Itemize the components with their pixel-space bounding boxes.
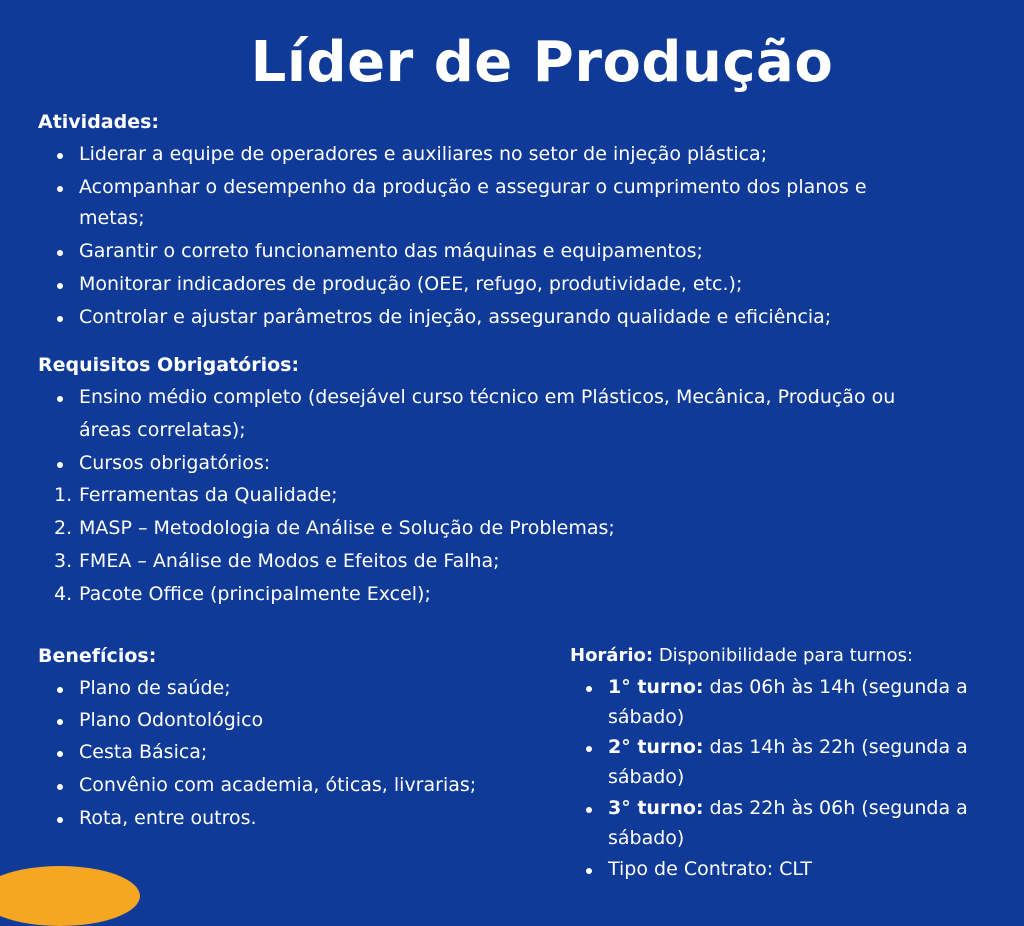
shift-text: das 06h às 14h (segunda a (709, 676, 968, 698)
requisitos-heading: Requisitos Obrigatórios: (38, 354, 300, 376)
requisitos-item-continuation: áreas correlatas); (79, 419, 246, 441)
contract-item: Tipo de Contrato: CLT (608, 858, 813, 880)
horario-text: Disponibilidade para turnos: (658, 645, 914, 666)
course-item (54, 517, 615, 539)
course-item (54, 550, 500, 572)
atividades-item: Controlar e ajustar parâmetros de injeção, assegurando qualidade e eficiência; (79, 306, 832, 328)
decorative-swoosh (0, 866, 140, 926)
course-label: MASP – Metodologia de Análise e Solução de Problemas; (79, 517, 615, 539)
shift-label: 1° turno: (608, 676, 704, 698)
course-number: 2. (54, 517, 73, 539)
atividades-item: Acompanhar o desempenho da produção e assegurar o cumprimento dos planos e (79, 176, 867, 198)
course-number: 1. (54, 484, 73, 506)
atividades-item: Liderar a equipe de operadores e auxiliares no setor de injeção plástica; (79, 143, 768, 165)
atividades-item: Monitorar indicadores de produção (OEE, refugo, produtividade, etc.); (79, 273, 743, 295)
shift-text: das 22h às 06h (segunda a (709, 797, 968, 819)
course-label: Pacote Office (principalmente Excel); (79, 583, 431, 605)
atividades-item: Garantir o correto funcionamento das máquinas e equipamentos; (79, 240, 703, 262)
course-label: Ferramentas da Qualidade; (79, 484, 338, 506)
course-item (54, 583, 431, 605)
shift-item (608, 736, 968, 758)
shift-item (608, 676, 968, 698)
beneficios-item: Cesta Básica; (79, 741, 208, 763)
course-item (54, 484, 338, 506)
beneficios-item: Rota, entre outros. (79, 807, 257, 829)
shift-continuation: sábado) (608, 706, 685, 728)
page-title: Líder de Produção (250, 30, 834, 95)
beneficios-heading: Benefícios: (38, 645, 157, 667)
requisitos-item: Cursos obrigatórios: (79, 452, 271, 474)
beneficios-item: Plano Odontológico (79, 709, 264, 731)
shift-continuation: sábado) (608, 766, 685, 788)
shift-text: das 14h às 22h (segunda a (709, 736, 968, 758)
beneficios-item: Plano de saúde; (79, 677, 231, 699)
horario-line (570, 645, 913, 666)
course-number: 4. (54, 583, 73, 605)
atividades-heading: Atividades: (38, 111, 160, 133)
atividades-item-continuation: metas; (79, 207, 145, 229)
shift-item (608, 797, 968, 819)
shift-label: 3° turno: (608, 797, 704, 819)
beneficios-item: Convênio com academia, óticas, livrarias; (79, 774, 477, 796)
requisitos-item: Ensino médio completo (desejável curso técnico em Plásticos, Mecânica, Produção ou (79, 386, 896, 408)
course-number: 3. (54, 550, 73, 572)
horario-label: Horário: (570, 645, 654, 666)
course-label: FMEA – Análise de Modos e Efeitos de Falha; (79, 550, 500, 572)
shift-label: 2° turno: (608, 736, 704, 758)
shift-continuation: sábado) (608, 827, 685, 849)
